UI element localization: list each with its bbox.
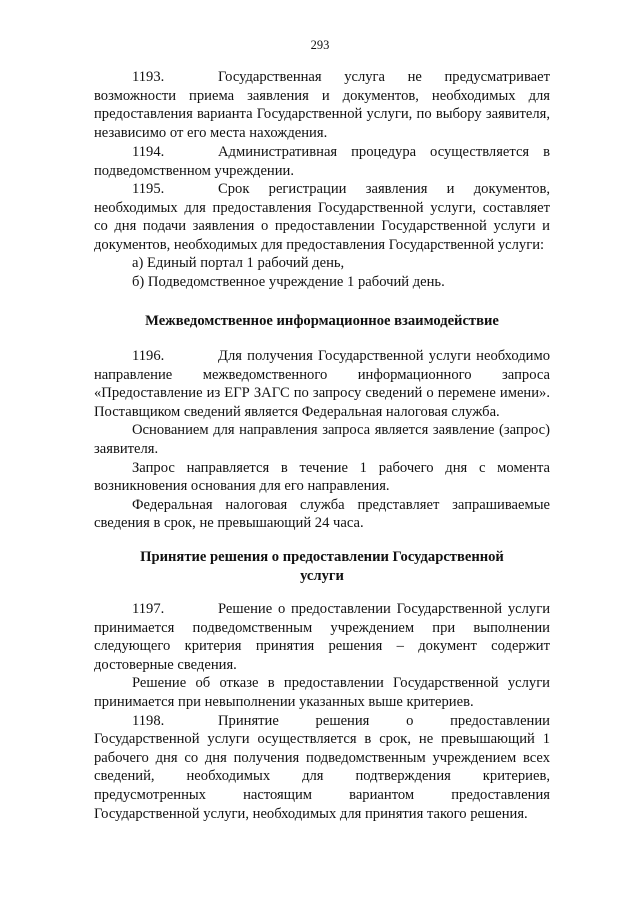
page-number: 293 [310, 38, 330, 52]
paragraph-basis: Основанием для направления запроса является заявление (запрос) заявителя. [94, 422, 550, 457]
paragraph-1196 [94, 347, 550, 533]
section-heading-line-1: Принятие решения о предоставлении Государственной [140, 549, 504, 565]
clause-number: 1195. [132, 181, 165, 197]
list-item-a: а) Единый портал 1 рабочий день, [132, 255, 345, 272]
paragraph-1194 [94, 143, 550, 180]
section-heading-line-2: услуги [300, 567, 344, 584]
clause-text: Срок регистрации заявления и документов, необходимых для предоставления Государственной услуги, составляет со дня подачи заявления о предоставлении Государственной услуги и документов, необходимых для предоставления Государственной услуги: [94, 181, 550, 253]
clause-text: Решение о предоставлении Государственной услуги принимается подведомственным учреждением при выполнении следующего критерия принятия решения – документ содержит достоверные сведения. [94, 601, 550, 673]
clause-text: Для получения Государственной услуги необходимо направление межведомственного информационного запроса «Предоставление из ЕГР ЗАГС по запросу сведений о перемене имени». Поставщиком сведений является Федеральная налоговая служба. [94, 348, 550, 420]
clause-text: Административная процедура осуществляется в подведомственном учреждении. [94, 144, 550, 179]
clause-number: 1198. [132, 712, 165, 729]
clause-text: Государственная услуга не предусматривает возможности приема заявления и документов, необходимых для предоставления варианта Государственной услуги, по выбору заявителя, независимо от его места нахождения. [94, 69, 550, 141]
section-heading-decision [94, 548, 550, 585]
paragraph-1197 [94, 600, 550, 823]
list-item-b: б) Подведомственное учреждение 1 рабочий день. [132, 273, 445, 290]
paragraph-fns: Федеральная налоговая служба представляет запрашиваемые сведения в срок, не превышающий 24 часа. [94, 496, 550, 532]
clause-number: 1194. [132, 144, 165, 160]
paragraph-1193 [94, 68, 550, 142]
paragraph-refusal: Решение об отказе в предоставлении Государственной услуги принимается при невыполнении указанных выше критериев. [94, 675, 550, 710]
paragraph-request-sent: Запрос направляется в течение 1 рабочего дня с момента возникновения основания для его направления. [94, 459, 550, 495]
clause-text: Принятие решения о предоставлении Государственной услуги осуществляется в срок, не превышающий 1 рабочего дня со дня получения подведомственным учреждением всех сведений, необходимых для подтверждения критериев, предусмотренных настоящим вариантом предоставления Государственной услуги, необходимых для принятия такого решения. [94, 712, 550, 822]
section-heading: Межведомственное информационное взаимодействие [145, 313, 499, 329]
clause-number: 1197. [132, 601, 165, 617]
section-heading-interagency [94, 312, 550, 331]
paragraph-1195 [94, 180, 550, 292]
clause-number: 1193. [132, 69, 165, 85]
clause-number: 1196. [132, 348, 165, 364]
